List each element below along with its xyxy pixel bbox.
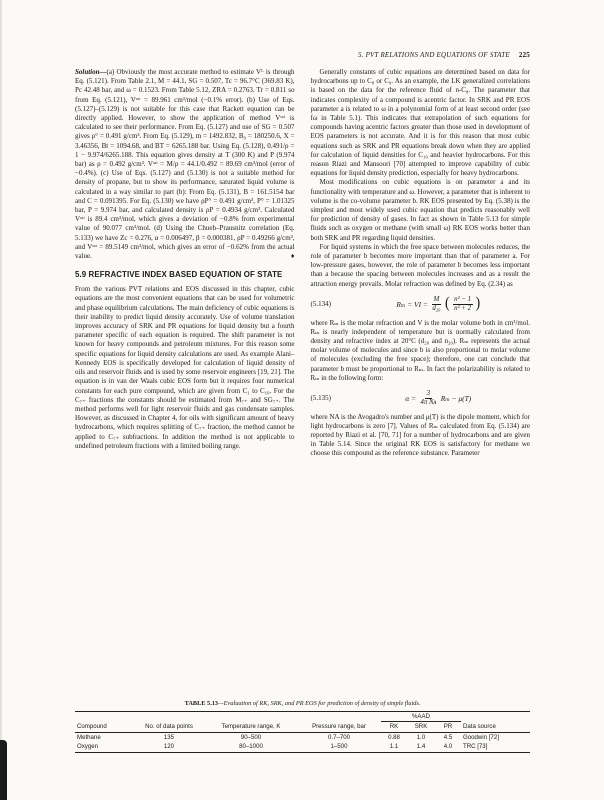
solution-paragraph <box>75 68 295 261</box>
table-cell: 90–500 <box>240 733 262 741</box>
fraction-denominator: n² + 2 <box>454 304 471 312</box>
table-caption <box>75 700 530 707</box>
fraction-numerator: n² − 1 <box>454 295 471 303</box>
fraction-numerator: M <box>433 295 440 303</box>
column-header: Temperature range, K <box>205 722 297 732</box>
running-head <box>75 51 530 59</box>
table-row <box>75 742 530 752</box>
column-header: PR <box>435 722 461 732</box>
fraction <box>431 296 442 313</box>
equation-label: (5.135) <box>310 393 331 402</box>
table-cell: 1.1 <box>381 742 407 752</box>
column-header: Data source <box>461 722 530 732</box>
page-number: 225 <box>518 51 530 59</box>
table-row <box>75 732 530 742</box>
equation-content <box>347 390 531 407</box>
fraction <box>453 296 473 313</box>
section-body-paragraph: From the various PVT relations and EOS discussed in this chapter, cubic equations are the most convenient equations that can be used for volumetric and phase equilibrium calculations. The main deficiency of cubic equations is their inability to predict liquid density accurately. Use of volume translation improves accuracy of SRK and PR equations for liquid density but a fourth parameter specific of each equation is required. The shift parameter is not known for heavy compounds and petroleum mixtures. For this reason some specific equations for liquid density calculations are used. As example Alani–Kennedy EOS is specifically developed for calculation of liquid density of oils and reservoir fluids and is used by some reservoir engineers [19, 21]. The equation is in van der Waals cubic EOS form but it requires four numerical constants for each pure compound, which are given from C₁ to C₁₀. For the C₇₊ fractions the constants should be estimated from M₇₊ and SG₇₊. The method performs well for light reservoir fluids and gas condensate samples. However, as discussed in Chapter 4, for oils with significant amount of heavy hydrocarbons, which requires splitting of C₇₊ fraction, the method cannot be applied to C₇₊ subfractions. In addition the method is not applicable to undefined petroleum fractions with a limited boiling range. <box>75 285 295 450</box>
right-column <box>311 68 531 459</box>
table-cell: 1–500 <box>297 742 381 752</box>
end-of-example-mark: ♦ <box>290 252 295 261</box>
table-cell: 120 <box>133 742 205 752</box>
paragraph: Generally constants of cubic equations are determined based on data for hydrocarbons up to C₈ or C₉. As an example, the LK generalized correlations is based on the data for the reference fluid of n-C₈. The parameter that indicates complexity of a compound is acentric factor. In SRK and PR EOS parameter a is related to ω in a polynomial form of at least second order (see fω in Table 5.1). This indicates that extrapolation of such equations for compounds having acentric factors greater than those used in development of EOS parameters is not accurate. And it is for this reason that most cubic equations such as SRK and PR equations break down when they are applied for calculation of liquid densities for C₁₀ and heavier hydrocarbons. For this reason Riazi and Mansoori [70] attempted to improve capability of cubic equations for liquid density prediction, especially for heavy hydrocarbons. <box>310 68 530 178</box>
table-cell: 0.7–700 <box>327 733 351 741</box>
open-paren: ( <box>445 295 450 312</box>
paragraph: For liquid systems in which the free space between molecules reduces, the role of parameter b becomes more important than that of parameter a. For low-pressure gases, however, the role of parameter b becomes less important than a because the spacing between molecules increases and as a result the attraction energy prevails. Molar refraction was defined by Eq. (2.34) as <box>310 242 530 288</box>
paragraph: Most modifications on cubic equations is on parameter a and its functionality with temperature and ω. However, a parameter that is inherent to volume is the co-volume parameter b. RK EOS presented by Eq. (5.38) is the simplest and most widely used cubic equation that predicts reasonably well for prediction of density of gases. In fact as shown in Table 5.13 for simple fluids such as oxygen or methane (with small ω) RK EOS works better than both SRK and PR regarding liquid densities. <box>310 178 530 242</box>
fraction <box>419 390 438 407</box>
column-header: No. of data points <box>133 722 205 732</box>
running-head-title: 5. PVT RELATIONS AND EQUATIONS OF STATE <box>357 51 510 59</box>
column-header: Compound <box>75 722 133 732</box>
paragraph: where NA is the Avogadro's number and μ(T) is the dipole moment, which for light hydrocarbons is zero [7]. Values of Rₘ calculated from Eq. (5.134) are reported by Riazi et al. [70, 71] for a number of hydrocarbons and are given in Table 5.14. Since the original RK EOS is satisfactory for methane we choose this compound as the reference substance. Parameter <box>310 412 530 458</box>
equation-5-134 <box>311 296 531 313</box>
equation-lhs: Rₘ = VI = <box>396 299 428 309</box>
close-paren: ) <box>475 295 481 312</box>
table-caption-text: —Evaluation of RK, SRK, and PR EOS for prediction of density of simple fluids. <box>218 700 421 707</box>
left-column <box>75 68 295 459</box>
equation-rhs: Rₘ − μ(T) <box>440 393 472 403</box>
fraction-denominator: d₂₀ <box>432 304 441 312</box>
data-table <box>75 711 530 753</box>
aad-span-header: %AAD <box>381 712 461 722</box>
table-caption-label: TABLE 5.13 <box>184 700 219 707</box>
content-columns <box>75 68 530 459</box>
table-cell: Oxygen <box>75 742 133 752</box>
solution-body-text: (a) Obviously the most accurate method to estimate Vᴸ is through Eq. (5.121). From Table 2.1, M = 44.1, SG = 0.507, Tc = 96.7°C (369.83 K), Pc 42.48 bar, and ω = 0.1523. From Table 5.12, ZRA = 0.2763. Tr = 0.811 so from Eq. (5.121), Vˢᵃᵗ = 89.961 cm³/mol (−0.1% error). (b) Use of Eqs. (5.127)–(5.129) is not suitable for this case that Rackett equation can be directly applied. However, to show the application of method Vˢᵃᵗ is calculated to see their performance. From Eq. (5.127) and use of SG = 0.507 gives ρ° = 0.491 g/cm³. From Eq. (5.129), m = 1492.832, B₀ = 180250.6, X = 3.46356, Bt = 1094.68, and BT = 6265.188 bar. Using Eq. (5.128), 0.491/ρ = 1 − 9.974/6265.188. This equation gives density at T (300 K) and P (9.974 bar) as ρ = 0.492 g/cm³. Vˢᵃᵗ = M/ρ = 44.1/0.492 = 89.69 cm³/mol (error of −0.4%). (c) Use of Eqs. (5.127) and (5.130) is not a suitable method for density of propane, but to show its performance, saturated liquid volume is calculated in a way similar to part (b): From Eq. (5.131), B = 161.5154 bar and C = 0.091395. For Eq. (5.130) we have ρP° = 0.491 g/cm³, P° = 1.01325 bar, P = 9.974 bar, and calculated density is ρP = 0.4934 g/cm³. Calculated Vˢᵃᵗ is 89.4 cm³/mol, which gives a deviation of −0.8% from experimental value of 90.077 cm³/mol. (d) Using the Chueh–Prausnitz correlation (Eq. 5.133) we have Zc = 0.276, α = 0.006497, β = 0.000381, ρP = 0.49266 g/cm³, and Vˢᵃᵗ = 89.5149 cm³/mol, which gives an error of −0.62% from the actual value. <box>75 68 295 261</box>
table-cell: 1.0 <box>416 733 426 741</box>
equation-label: (5.134) <box>310 299 331 308</box>
table-header-spacer <box>75 712 381 722</box>
equation-lhs: α = <box>405 393 416 403</box>
column-header: RK <box>381 722 407 732</box>
table-span-header-row <box>75 712 530 722</box>
column-header: Pressure range, bar <box>297 722 381 732</box>
table-column-header-row <box>75 722 530 732</box>
table-cell: 1.4 <box>407 742 435 752</box>
scan-edge-artifact <box>0 740 7 800</box>
page-edge-shadow <box>0 0 3 800</box>
table-cell: TRC [73] <box>461 742 530 752</box>
table-cell: 135 <box>163 733 175 741</box>
table-cell: Methane <box>77 733 101 741</box>
column-header: SRK <box>407 722 435 732</box>
table-5-13 <box>75 700 530 753</box>
equation-content <box>347 296 531 313</box>
table-cell: 4.0 <box>435 742 461 752</box>
section-heading: 5.9 REFRACTIVE INDEX BASED EQUATION OF STATE <box>75 270 283 280</box>
table-cell: 80–1000 <box>205 742 297 752</box>
table-cell: 0.88 <box>388 733 400 741</box>
equation-5-135 <box>311 390 531 407</box>
solution-lead: Solution— <box>75 68 107 76</box>
table-cell: 4.5 <box>443 733 453 741</box>
table-header-spacer <box>461 712 530 722</box>
fraction-denominator: 4π Nᴀ <box>420 398 437 406</box>
table-cell: Goodwin [72] <box>463 733 499 741</box>
fraction-numerator: 3 <box>426 389 431 397</box>
paragraph: where Rₘ is the molar refraction and V is the molar volume both in cm³/mol. Rₘ is nearly independent of temperature but is normally calculated from density and refractive index at 20°C (d₂₀ and n₂₀). Rₘ represents the actual molar volume of molecules and since b is also proportional to molar volume of molecules (excluding the free space); therefore, one can conclude that parameter b must be proportional to Rₘ. In fact the polarizability is related to Rₘ in the following form: <box>310 318 530 382</box>
